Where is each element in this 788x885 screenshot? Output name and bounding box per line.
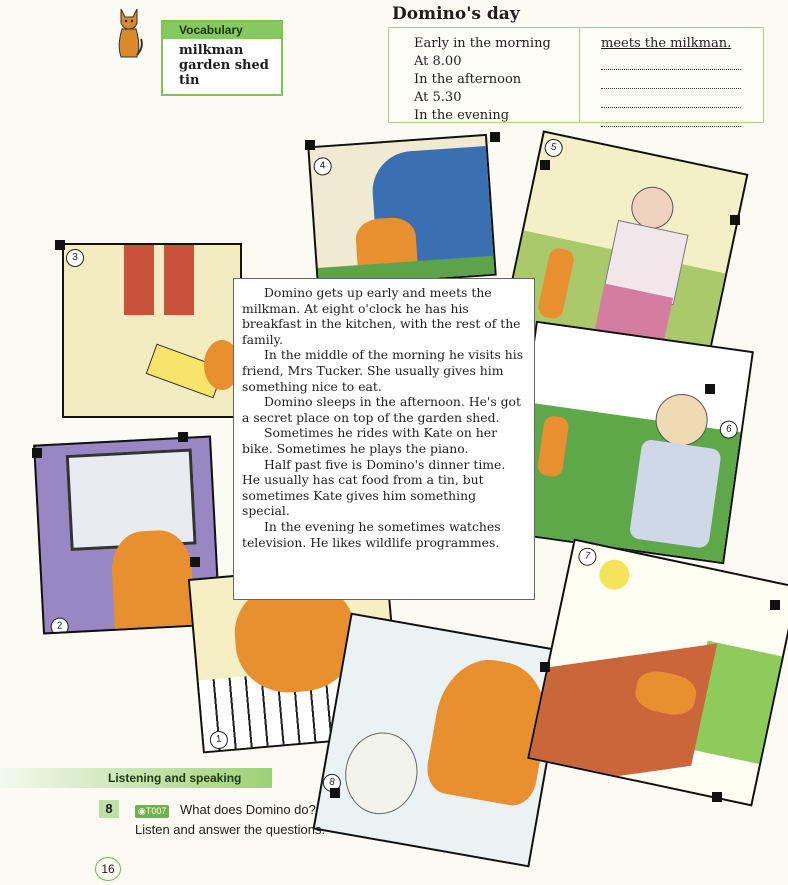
schedule-time: At 5.30 xyxy=(414,90,462,105)
exercise-number: 8 xyxy=(99,800,119,818)
panel-number: 6 xyxy=(719,419,739,439)
panel-number: 8 xyxy=(321,772,342,793)
schedule-time: Early in the morning xyxy=(414,36,551,51)
page-number: 16 xyxy=(95,857,121,881)
audio-track-badge[interactable] xyxy=(135,805,169,818)
panel-number: 4 xyxy=(313,157,332,176)
panel-3-breakfast xyxy=(62,243,242,418)
panel-number: 7 xyxy=(577,546,598,567)
schedule-time: In the evening xyxy=(414,108,510,123)
schedule-answer: meets the milkman. xyxy=(601,36,732,51)
schedule-time: In the afternoon xyxy=(414,72,522,87)
vocab-word: garden shed xyxy=(179,58,269,73)
panel-number: 5 xyxy=(543,137,564,158)
exercise-question: What does Domino do? xyxy=(180,802,316,817)
track-label: T007 xyxy=(145,806,167,816)
schedule-time: At 8.00 xyxy=(414,54,462,69)
story-paragraph: Half past five is Domino's dinner time. He usually has cat food from a tin, but sometimes Kate gives him something special. xyxy=(242,456,506,519)
panel-number: 3 xyxy=(66,249,84,267)
schedule-table xyxy=(388,27,764,123)
exercise-instruction: Listen and answer the questions. xyxy=(135,822,326,837)
answer-blank[interactable] xyxy=(601,53,741,70)
vocabulary-heading: Vocabulary xyxy=(163,22,281,39)
panel-number: 2 xyxy=(50,617,69,634)
audio-icon: ◉ xyxy=(138,806,146,816)
answer-blank[interactable] xyxy=(601,110,741,127)
panel-6-bike xyxy=(506,321,754,565)
answer-blank[interactable] xyxy=(601,72,741,89)
vocabulary-box xyxy=(161,20,283,96)
panel-number: 1 xyxy=(209,730,229,750)
story-paragraph: In the evening he sometimes watches television. He likes wildlife programmes. xyxy=(242,518,501,550)
panel-4-milkman xyxy=(307,134,496,288)
vocab-word: tin xyxy=(179,73,200,88)
answer-blank[interactable] xyxy=(601,91,741,108)
story-paragraph: Domino sleeps in the afternoon. He's got a secret place on top of the garden shed. xyxy=(242,394,521,425)
story-text xyxy=(233,278,535,600)
section-heading: Listening and speaking xyxy=(108,771,242,785)
story-paragraph: Sometimes he rides with Kate on her bike. Sometimes he plays the piano. xyxy=(242,425,498,456)
panel-8-dinner xyxy=(313,613,568,868)
page-title: Domino's day xyxy=(392,4,520,24)
cat-icon xyxy=(113,5,145,61)
panel-7-shed xyxy=(527,539,788,807)
vocab-word: milkman xyxy=(179,43,244,58)
story-paragraph: In the middle of the morning he visits his friend, Mrs Tucker. She usually gives him something nice to eat. xyxy=(242,347,524,394)
story-paragraph: Domino gets up early and meets the milkman. At eight o'clock he has his breakfast in the kitchen, with the rest of the family. xyxy=(242,285,521,347)
